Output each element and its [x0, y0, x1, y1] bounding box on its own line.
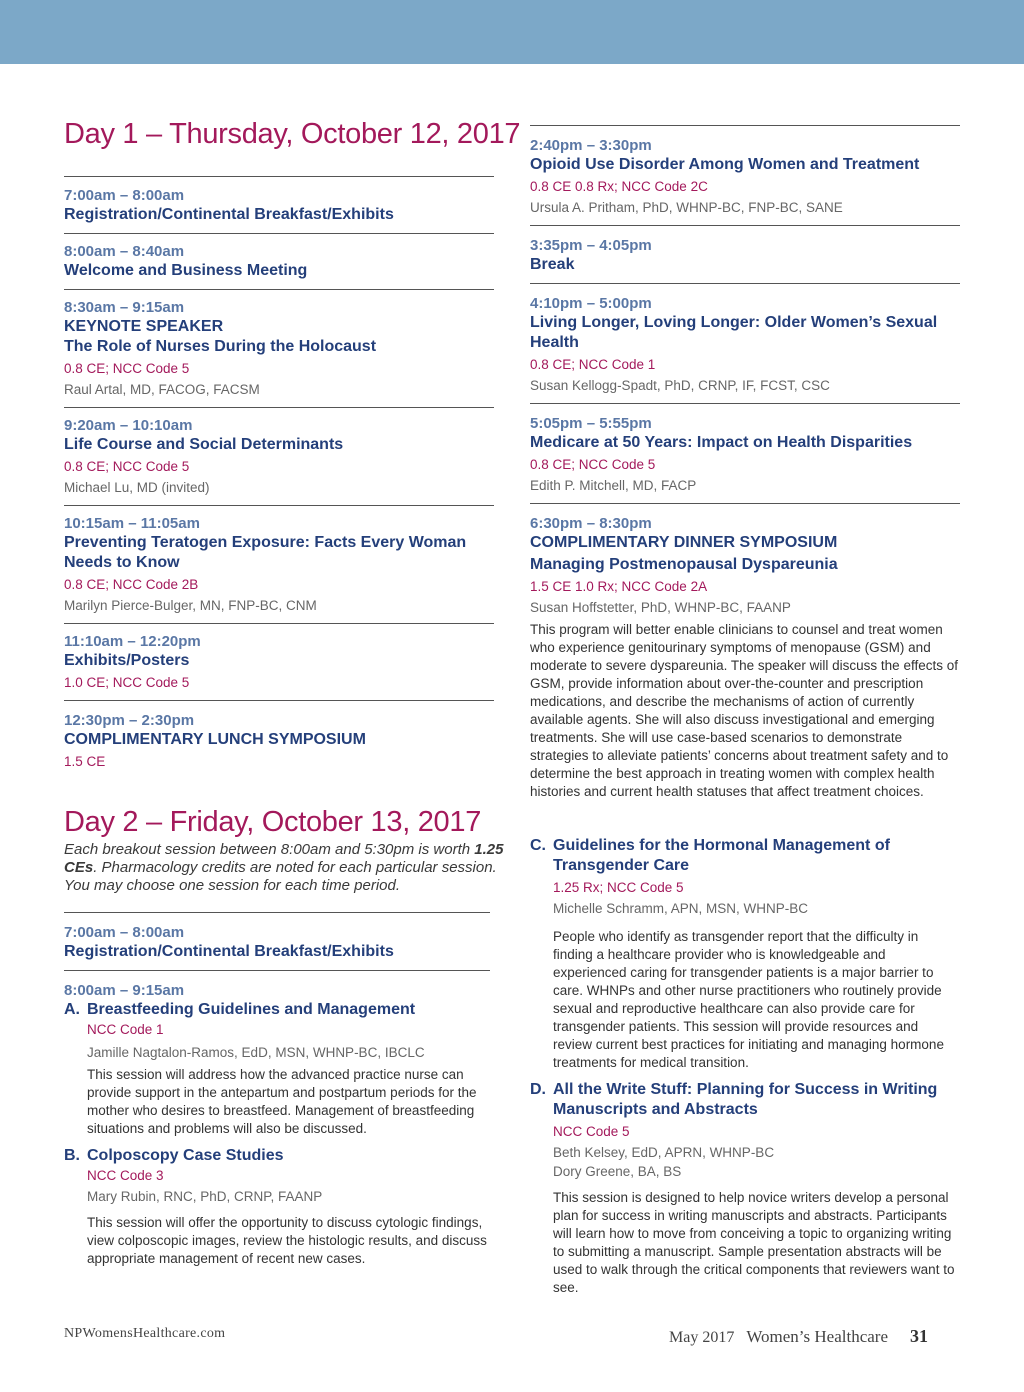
agenda-credits: 1.0 CE; NCC Code 5 [64, 675, 190, 690]
agenda-time: 10:15am – 11:05am [64, 515, 200, 532]
session-letter: A. [64, 1001, 80, 1018]
agenda-credits: 0.8 CE; NCC Code 5 [530, 457, 656, 472]
session-title: Breastfeeding Guidelines and Management [87, 1001, 416, 1018]
agenda-item [64, 177, 494, 233]
session-title: Guidelines for the Hormonal Management of Transgender Care [553, 837, 890, 874]
session-letter: D. [530, 1081, 546, 1098]
agenda-time: 4:10pm – 5:00pm [530, 295, 652, 312]
agenda-time: 7:00am – 8:00am [64, 924, 185, 941]
agenda-title: Break [530, 256, 575, 273]
footer-publication [669, 1326, 928, 1347]
agenda-title: Registration/Continental Breakfast/Exhibits [64, 206, 394, 223]
agenda-credits: 0.8 CE; NCC Code 2B [64, 577, 199, 592]
agenda-item [64, 913, 490, 970]
breakout-session [530, 1080, 960, 1297]
intro-highlight: 1.25 CEs [64, 841, 504, 876]
session-description: This session will address how the advanced practice nurse can provide support in the antepartum and postpartum periods for the mother who desires to breastfeed. Management of breastfeeding situations and problems will also be discussed. [87, 1067, 477, 1136]
session-credits: NCC Code 3 [87, 1168, 164, 1183]
agenda-item [530, 404, 960, 503]
session-description: People who identify as transgender report that the difficulty in finding a healthcare provider who is knowledgeable and experienced caring for transgender patients is a major barrier to care. WHNPs and other nurse practitioners who routinely provide sexual and reproductive healthcare can also provide care for transgender patients. This session will provide resources and review current best practices for initiating and managing hormone treatments for medical transition. [553, 929, 944, 1070]
agenda-item [64, 408, 494, 505]
session-speaker: Jamille Nagtalon-Ramos, EdD, MSN, WHNP-BC, IBCLC [87, 1045, 425, 1060]
agenda-credits: 0.8 CE; NCC Code 5 [64, 361, 190, 376]
footer-date: May 2017 [669, 1329, 735, 1346]
day2-left-column [64, 912, 490, 1276]
agenda-item [64, 234, 494, 289]
agenda-item [64, 701, 494, 779]
session-title: Colposcopy Case Studies [87, 1147, 284, 1164]
agenda-title: Life Course and Social Determinants [64, 436, 344, 453]
footer-website: NPWomensHealthcare.com [64, 1326, 226, 1341]
agenda-speaker: Marilyn Pierce-Bulger, MN, FNP-BC, CNM [64, 598, 317, 613]
agenda-credits: 0.8 CE; NCC Code 5 [64, 459, 190, 474]
agenda-speaker: Edith P. Mitchell, MD, FACP [530, 478, 697, 493]
agenda-title: Medicare at 50 Years: Impact on Health Disparities [530, 434, 913, 451]
agenda-item [530, 284, 960, 403]
session-letter: B. [64, 1147, 80, 1164]
agenda-time: 5:05pm – 5:55pm [530, 415, 652, 432]
agenda-speaker: Raul Artal, MD, FACOG, FACSM [64, 382, 260, 397]
agenda-time: 11:10am – 12:20pm [64, 633, 201, 650]
day1-left-column [64, 176, 494, 779]
agenda-title: COMPLIMENTARY DINNER SYMPOSIUM [530, 534, 838, 551]
agenda-time: 7:00am – 8:00am [64, 187, 185, 204]
day2-heading: Day 2 – Friday, October 13, 2017 [64, 806, 482, 838]
agenda-title: Welcome and Business Meeting [64, 262, 308, 279]
day1-heading: Day 1 – Thursday, October 12, 2017 [64, 118, 521, 150]
agenda-time: 8:00am – 8:40am [64, 243, 185, 260]
session-speaker: Beth Kelsey, EdD, APRN, WHNP-BC [553, 1145, 775, 1160]
agenda-credits: 0.8 CE 0.8 Rx; NCC Code 2C [530, 179, 708, 194]
agenda-time: 6:30pm – 8:30pm [530, 515, 652, 532]
session-credits: 1.25 Rx; NCC Code 5 [553, 880, 684, 895]
agenda-title: COMPLIMENTARY LUNCH SYMPOSIUM [64, 731, 366, 748]
session-speaker: Mary Rubin, RNC, PhD, CRNP, FAANP [87, 1189, 323, 1204]
session-credits: NCC Code 5 [553, 1124, 630, 1139]
page-number: 31 [910, 1326, 928, 1346]
session-speaker: Dory Greene, BA, BS [553, 1164, 682, 1179]
agenda-item [530, 126, 960, 225]
agenda-subtitle: Managing Postmenopausal Dyspareunia [530, 556, 838, 573]
agenda-item [64, 971, 490, 1276]
agenda-time: 2:40pm – 3:30pm [530, 137, 652, 154]
agenda-time: 3:35pm – 4:05pm [530, 237, 652, 254]
agenda-time: 8:00am – 9:15am [64, 982, 185, 999]
agenda-item [64, 290, 494, 407]
agenda-item [64, 506, 494, 623]
agenda-speaker: Ursula A. Pritham, PhD, WHNP-BC, FNP-BC, SANE [530, 200, 843, 215]
breakout-session [530, 836, 960, 1072]
header-band [0, 0, 1024, 64]
breakout-session [64, 1000, 490, 1138]
agenda-title: Registration/Continental Breakfast/Exhibits [64, 943, 394, 960]
footer-publication-name: Women’s Healthcare [746, 1327, 888, 1346]
day1-right-column [530, 125, 960, 809]
session-credits: NCC Code 1 [87, 1022, 164, 1037]
agenda-speaker: Michael Lu, MD (invited) [64, 480, 210, 495]
breakout-session [64, 1146, 490, 1268]
agenda-title: Living Longer, Loving Longer: Older Women’s Sexual Health [530, 314, 938, 351]
agenda-speaker: Susan Hoffstetter, PhD, WHNP-BC, FAANP [530, 600, 791, 615]
agenda-credits: 1.5 CE [64, 754, 106, 769]
agenda-credits: 0.8 CE; NCC Code 1 [530, 357, 656, 372]
agenda-item [530, 504, 960, 809]
day2-intro [64, 841, 504, 895]
agenda-title: Opioid Use Disorder Among Women and Treatment [530, 156, 920, 173]
session-letter: C. [530, 837, 546, 854]
agenda-title: Exhibits/Posters [64, 652, 190, 669]
agenda-item [530, 226, 960, 283]
agenda-time: 9:20am – 10:10am [64, 417, 193, 434]
intro-text: Each breakout session between 8:00am and 5:30pm is worth [64, 841, 475, 858]
agenda-speaker: Susan Kellogg-Spadt, PhD, CRNP, IF, FCST, CSC [530, 378, 830, 393]
agenda-item [64, 624, 494, 700]
session-description: This session will offer the opportunity to discuss cytologic findings, view colposcopic images, review the histologic results, and discuss appropriate management of recent new cases. [87, 1215, 487, 1266]
agenda-time: 12:30pm – 2:30pm [64, 712, 195, 729]
agenda-credits: 1.5 CE 1.0 Rx; NCC Code 2A [530, 579, 708, 594]
session-description: This session is designed to help novice writers develop a personal plan for success in writing manuscripts and abstracts. Participants will learn how to move from conceiving a topic to organizing writing to submitting a manuscript. Sample presentation abstracts will be used to walk through the critical components that reviewers want to see. [553, 1190, 955, 1295]
session-speaker: Michelle Schramm, APN, MSN, WHNP-BC [553, 901, 809, 916]
agenda-time: 8:30am – 9:15am [64, 299, 185, 316]
session-title: All the Write Stuff: Planning for Success in Writing Manuscripts and Abstracts [553, 1081, 938, 1118]
day2-right-column [530, 836, 960, 1297]
agenda-subtitle: The Role of Nurses During the Holocaust [64, 338, 377, 355]
agenda-title: Preventing Teratogen Exposure: Facts Every Woman Needs to Know [64, 534, 467, 571]
intro-text: . Pharmacology credits are noted for each particular session. You may choose one session for each time period. [64, 859, 497, 894]
agenda-description: This program will better enable clinicians to counsel and treat women who experience genitourinary symptoms of menopause (GSM) and moderate to severe dyspareunia. The speaker will discuss the effects of GSM, provide information about over-the-counter and prescription medications, and describe the mechanisms of action of currently available agents. She will also discuss investigational and emerging treatments. She will use case-based scenarios to demonstrate strategies to alleviate patients’ concerns about treatment safety and to determine the best approach in treating women with complex health histories and current health statuses that affect treatment choices. [530, 622, 958, 799]
agenda-title: KEYNOTE SPEAKER [64, 318, 224, 335]
